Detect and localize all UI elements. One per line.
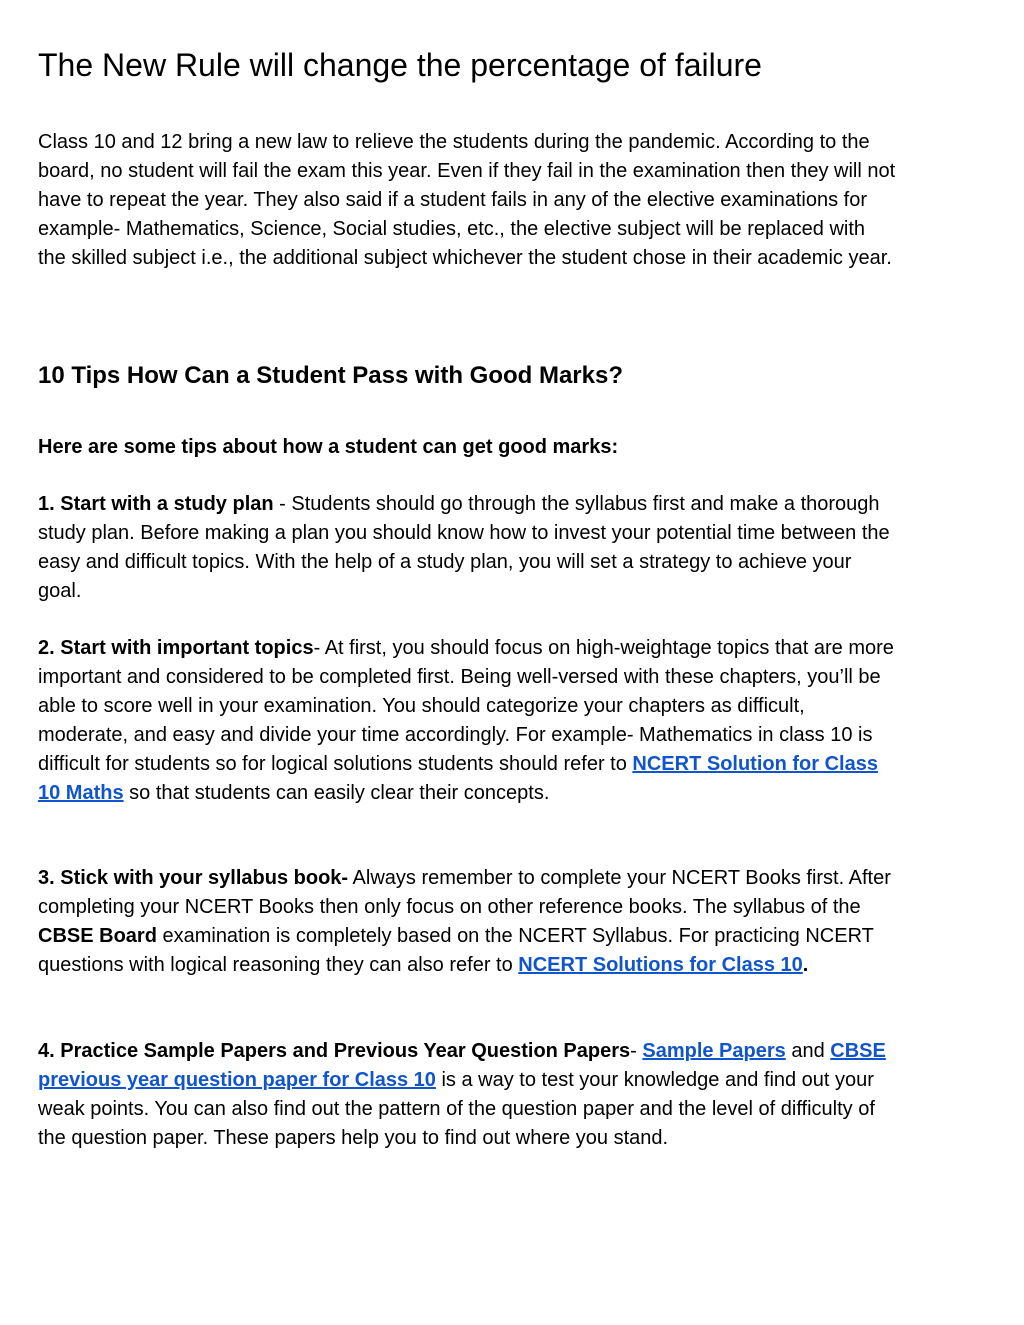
tip-3-text-1: Always remember to complete your NCERT Books first. After completing your NCERT Books then only focus on other reference books. The syllabus of the — [38, 867, 891, 918]
tip-2-paragraph — [38, 634, 898, 808]
sample-papers-link[interactable]: Sample Papers — [642, 1040, 786, 1062]
tip-3-end: . — [802, 954, 809, 976]
tip-3-text-2: examination is completely based on the NCERT Syllabus. For practicing NCERT questions with logical reasoning they can also refer to — [38, 925, 874, 976]
tips-subheading: 10 Tips How Can a Student Pass with Good Marks? — [38, 362, 623, 389]
tip-2-text: - At first, you should focus on high-weightage topics that are more important and considered to be completed first. Being well-versed with these chapters, you’ll be able to score well in your examination. You should categorize your chapters as difficult, moderate, and easy and divide your time accordingly. For example- Mathematics in class 10 is difficult for students so for logical solutions students should refer to — [38, 637, 894, 775]
tip-1-text: - Students should go through the syllabus first and make a thorough study plan. Before making a plan you should know how to invest your potential time between the easy and difficult topics. With the help of a study plan, you will set a strategy to achieve your goal. — [38, 493, 890, 602]
tip-4-text: is a way to test your knowledge and find out your weak points. You can also find out the pattern of the question paper and the level of difficulty of the question paper. These papers help you to find out where you stand. — [38, 1069, 875, 1149]
ncert-class-10-maths-link[interactable]: NCERT Solution for Class 10 Maths — [38, 753, 878, 804]
tips-lead-text: Here are some tips about how a student can get good marks: — [38, 436, 619, 458]
tip-4-paragraph — [38, 1037, 898, 1153]
document-title: The New Rule will change the percentage of failure — [38, 47, 762, 83]
tip-1-heading: 1. Start with a study plan — [38, 493, 274, 515]
intro-paragraph: Class 10 and 12 bring a new law to relieve the students during the pandemic. According to the board, no student will fail the exam this year. Even if they fail in the examination then they will not have to repeat the year. They also said if a student fails in any of the elective examinations for example- Mathematics, Science, Social studies, etc., the elective subject will be replaced with the skilled subject i.e., the additional subject whichever the student chose in their academic year. — [38, 131, 896, 269]
tip-4-and: and — [785, 1040, 831, 1062]
tip-3-paragraph — [38, 864, 898, 980]
cbse-board-bold: CBSE Board — [38, 925, 157, 947]
cbse-previous-year-papers-link[interactable]: CBSE previous year question paper for Class 10 — [38, 1040, 886, 1091]
tip-4-heading: 4. Practice Sample Papers and Previous Year Question Papers — [38, 1040, 631, 1062]
tip-1-paragraph — [38, 490, 898, 606]
tip-2-heading: 2. Start with important topics — [38, 637, 314, 659]
ncert-solutions-class-10-link[interactable]: NCERT Solutions for Class 10 — [518, 954, 803, 976]
tip-4-dash: - — [630, 1040, 643, 1062]
tip-3-heading: 3. Stick with your syllabus book- — [38, 867, 349, 889]
tip-2-text-after: so that students can easily clear their concepts. — [123, 782, 550, 804]
